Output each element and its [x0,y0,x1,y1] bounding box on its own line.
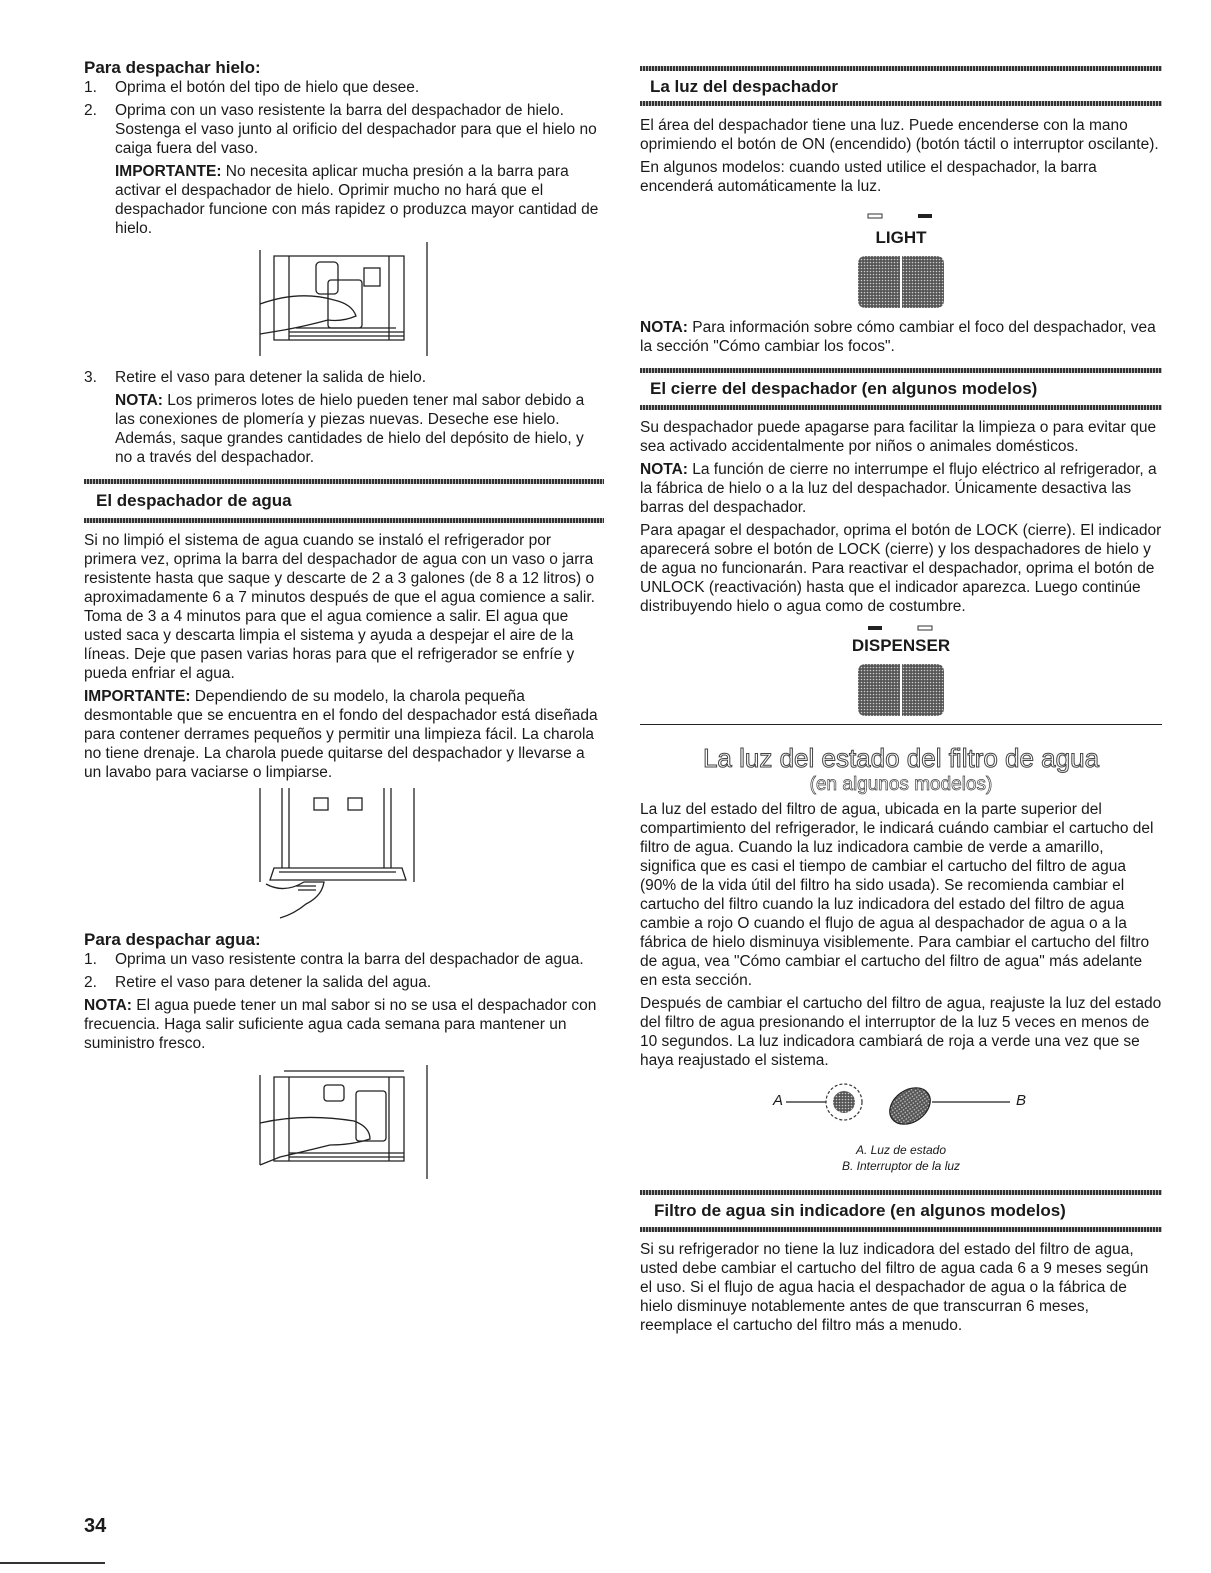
header-rule-bottom [640,101,1162,106]
no-indicator-filter-title: Filtro de agua sin indicadore (en algunos modelos) [654,1201,1066,1220]
lock-note: NOTA: La función de cierre no interrumpe el flujo eléctrico al refrigerador, a la fábrica de hielo o a la luz del despachador. Únicamente desactiva las barras del despachador. [640,461,1157,516]
status-light-and-switch-icon [640,1080,1162,1142]
no-indicator-filter-paragraph: Si su refrigerador no tiene la luz indicadora del estado del filtro de agua, usted debe cambiar el cartucho del filtro de agua cada 6 a 9 meses según el uso. Si el flujo de agua hacia el despachador de agua o la fábrica de hielo disminuye notablemente antes de que transcurran 6 meses, reemplace el cartucho del filtro más a menudo. [640,1241,1149,1334]
light-section-title: La luz del despachador [650,77,838,96]
ice-note: NOTA: Los primeros lotes de hielo pueden tener mal sabor debido a las conexiones de plomería y piezas nuevas. Deseche ese hielo. Además, saque grandes cantidades de hielo del depósito de hielo, y no a través del despachador. [115,392,585,466]
filter-paragraph-2: Después de cambiar el cartucho del filtro de agua, reajuste la luz del estado del filtro de agua presionando el interruptor de la luz 5 veces en menos de 10 segundos. La luz indicadora cambiará de roja a verde una vez que se haya reajustado el sistema. [640,995,1162,1069]
header-rule-bottom [640,405,1162,410]
ice-step3 [84,368,604,387]
list-item: 2. Retire el vaso para detener la salida del agua. [84,974,432,991]
dispense-water-heading: Para despachar agua: [84,930,261,949]
list-item: 1. Oprima el botón del tipo de hielo que desee. [84,79,420,96]
water-paragraph: Si no limpió el sistema de agua cuando se instaló el refrigerador por primera vez, oprima la barra del despachador de agua con un vaso o jarra resistente hasta que saque y descarte de 2 a 3 galones (de 8 a 12 litros) o aproximadamente 6 a 7 minutos después de que el agua comience a salir. Toma de 3 a 4 minutos para que el agua comience a salir. El agua que usted saca y descarta limpia el sistema y ayuda a despejar el aire de la líneas. Deje que pasen varias horas para que el refrigerador se enfríe y pueda enfriar el agua. [84,532,595,682]
caption-a: A. Luz de estado [855,1143,947,1157]
light-control [640,200,1162,312]
water-dispensing-illustration [84,1065,604,1183]
light-paragraph-2: En algunos modelos: cuando usted utilice el despachador, la barra encenderá automáticamente la luz. [640,159,1097,195]
header-rule-bottom [84,518,604,523]
lock-paragraph-2: Para apagar el despachador, oprima el botón de LOCK (cierre). El indicador aparecerá sobre el botón de LOCK (cierre) y los despachadores de hielo y de agua no funcionarán. Para reactivar el despachador, oprima el botón de UNLOCK (reactivación) hasta que el indicador aparezca. Luego continúe distribuyendo hielo o agua como de costumbre. [640,522,1162,615]
filter-status-title: La luz del estado del filtro de agua [702,743,1100,773]
left-column [84,58,604,1183]
drip-tray-illustration [84,786,604,926]
list-item: 2. Oprima con un vaso resistente la barra del despachador de hielo. Sostenga el vaso junto al orificio del despachador para que el hielo no caiga fuera del vaso. [84,102,597,157]
light-note: NOTA: Para información sobre cómo cambiar el foco del despachador, vea la sección "Cómo cambiar los focos". [640,319,1156,355]
light-paragraph-1: El área del despachador tiene una luz. Puede encenderse con la mano oprimiendo el botón de ON (encendido) (botón táctil o interruptor oscilante). [640,117,1159,153]
light-buttons-icon[interactable] [836,252,966,312]
ice-heading: Para despachar hielo: [84,58,261,77]
list-item: 3. Retire el vaso para detener la salida de hielo. [84,369,427,386]
lock-section-title: El cierre del despachador (en algunos modelos) [650,379,1038,398]
lock-paragraph-1: Su despachador puede apagarse para facilitar la limpieza o para evitar que sea activado accidentalmente por niños o animales domésticos. [640,419,1157,455]
filter-light-figure [640,1080,1162,1142]
right-column [640,66,1162,1339]
page-number: 34 [84,1515,107,1537]
filter-paragraph-1: La luz del estado del filtro de agua, ubicada en la parte superior del compartimiento del refrigerador, le indicará cuándo cambiar el cartucho del filtro de agua. Cuando la luz indicadora cambie de verde a amarillo, significa que es casi el tiempo de cambiar el cartucho del filtro de agua (90% de la vida útil del filtro ha sido usada). Se recomienda cambiar el cartucho del filtro cuando la luz indicadora del estado del filtro de agua cambie a rojo O cuando el flujo de agua al despachador de agua o a la fábrica de hielo disminuya visiblemente. Para cambiar el cartucho del filtro de agua, vea "Cómo cambiar el cartucho del filtro de agua" más adelante en esta sección. [640,801,1154,989]
light-indicator-icon [836,200,966,228]
list-item: 1. Oprima un vaso resistente contra la barra del despachador de agua. [84,951,584,968]
ice-important: IMPORTANTE: No necesita aplicar mucha presión a la barra para activar el despachador de hielo. Oprimir mucho no hará que el despachador funcione con más rapidez o produzca mayor cantidad de hielo. [115,163,599,237]
section-divider [640,724,1162,725]
ice-steps [84,78,604,158]
header-rule-bottom [640,1227,1162,1232]
water-note: NOTA: El agua puede tener un mal sabor si no se usa el despachador con frecuencia. Haga salir suficiente agua cada semana para mantener un suministro fresco. [84,997,597,1052]
light-label: LIGHT [875,228,927,247]
caption-b: B. Interruptor de la luz [841,1159,961,1173]
water-section-header [84,479,604,523]
ice-dispensing-illustration [84,242,604,360]
filter-status-subtitle: (en algunos modelos) [809,774,993,795]
figure-label-a: A [773,1092,784,1109]
dispenser-control [640,620,1162,720]
dispenser-label: DISPENSER [851,636,951,655]
water-steps [84,950,604,992]
dispenser-indicator-icon [836,620,966,636]
dispenser-buttons-icon[interactable] [836,660,966,720]
footer-rule [0,1562,105,1564]
figure-label-b: B [1016,1092,1027,1109]
figure-caption [640,1142,1162,1174]
water-important: IMPORTANTE: Dependiendo de su modelo, la charola pequeña desmontable que se encuentra en el fondo del despachador está diseñada para contener derrames pequeños y permitir una limpieza fácil. La charola no tiene drenaje. La charola puede quitarse del despachador y llevarse a un lavabo para vaciarse o limpiarse. [84,688,598,781]
water-section-title: El despachador de agua [96,491,292,510]
